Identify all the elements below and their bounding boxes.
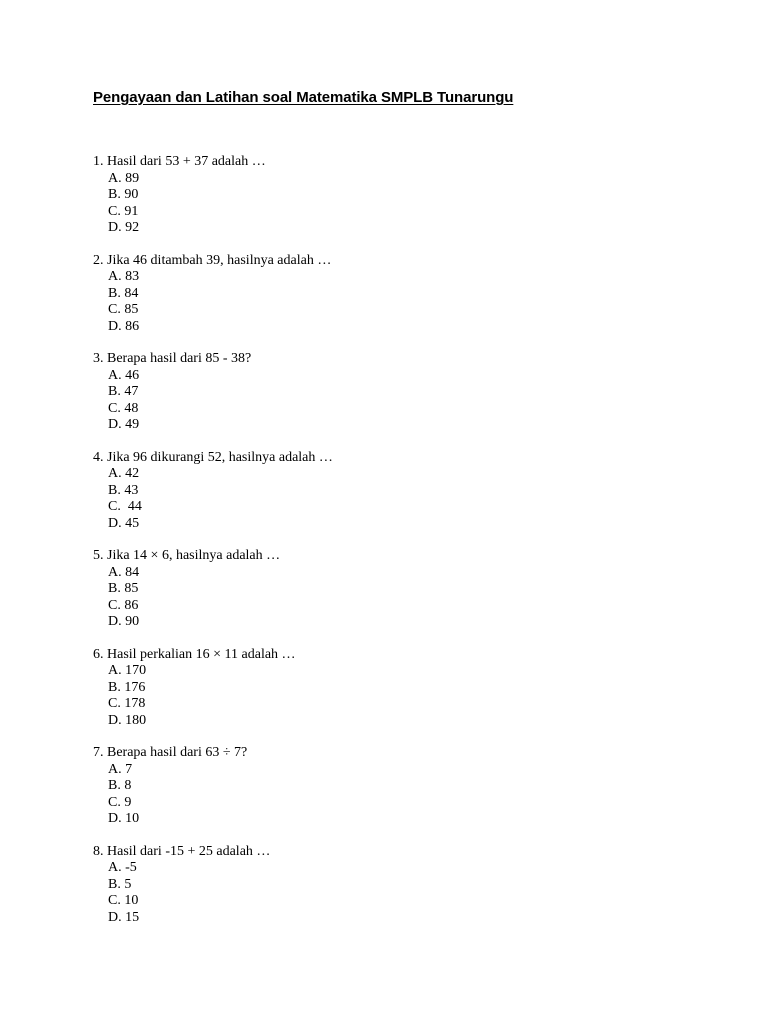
- option-b: B. 84: [108, 285, 139, 301]
- option-a: A. 42: [108, 466, 140, 482]
- question-7: [93, 745, 653, 844]
- option-d: D. 10: [108, 811, 140, 827]
- question-text: 4. Jika 96 dikurangi 52, hasilnya adalah …: [93, 449, 333, 465]
- option-a: A. -5: [108, 860, 137, 876]
- question-3: [93, 351, 653, 450]
- option-c: C. 85: [108, 302, 139, 318]
- option-d: D. 90: [108, 614, 140, 630]
- question-5: [93, 548, 653, 647]
- option-d: D. 86: [108, 318, 140, 334]
- option-d: D. 15: [108, 909, 140, 925]
- option-b: B. 176: [108, 679, 146, 695]
- option-c: C. 48: [108, 400, 139, 416]
- option-d: D. 49: [108, 417, 140, 433]
- option-d: D. 45: [108, 515, 140, 531]
- question-text: 3. Berapa hasil dari 85 - 38?: [93, 351, 252, 366]
- option-a: A. 84: [108, 564, 140, 580]
- option-c: C. 44: [108, 499, 142, 515]
- option-a: A. 46: [108, 367, 140, 383]
- option-b: B. 8: [108, 778, 132, 794]
- option-b: B. 47: [108, 384, 139, 400]
- page-title: Pengayaan dan Latihan soal Matematika SMPLB Tunarungu: [93, 89, 514, 106]
- option-a: A. 170: [108, 663, 147, 679]
- question-text: 7. Berapa hasil dari 63 ÷ 7?: [93, 745, 248, 760]
- question-2: [93, 253, 653, 352]
- question-text: 5. Jika 14 × 6, hasilnya adalah …: [93, 548, 281, 563]
- question-8: [93, 844, 653, 943]
- option-a: A. 7: [108, 761, 133, 777]
- option-b: B. 85: [108, 581, 139, 597]
- option-a: A. 89: [108, 170, 140, 186]
- option-c: C. 91: [108, 203, 139, 219]
- question-text: 1. Hasil dari 53 + 37 adalah …: [93, 154, 266, 169]
- question-1: [93, 154, 653, 253]
- question-text: 6. Hasil perkalian 16 × 11 adalah …: [93, 646, 296, 662]
- question-6: [93, 647, 653, 746]
- question-4: [93, 450, 653, 549]
- option-b: B. 43: [108, 482, 139, 498]
- option-c: C. 86: [108, 597, 139, 613]
- option-a: A. 83: [108, 269, 140, 285]
- option-c: C. 178: [108, 696, 146, 712]
- option-d: D. 92: [108, 220, 140, 236]
- option-b: B. 90: [108, 187, 139, 203]
- option-c: C. 9: [108, 794, 132, 810]
- option-c: C. 10: [108, 893, 139, 909]
- option-b: B. 5: [108, 876, 132, 892]
- option-d: D. 180: [108, 712, 147, 728]
- question-text: 8. Hasil dari -15 + 25 adalah …: [93, 843, 271, 859]
- question-text: 2. Jika 46 ditambah 39, hasilnya adalah …: [93, 252, 332, 268]
- question-list: [93, 154, 653, 942]
